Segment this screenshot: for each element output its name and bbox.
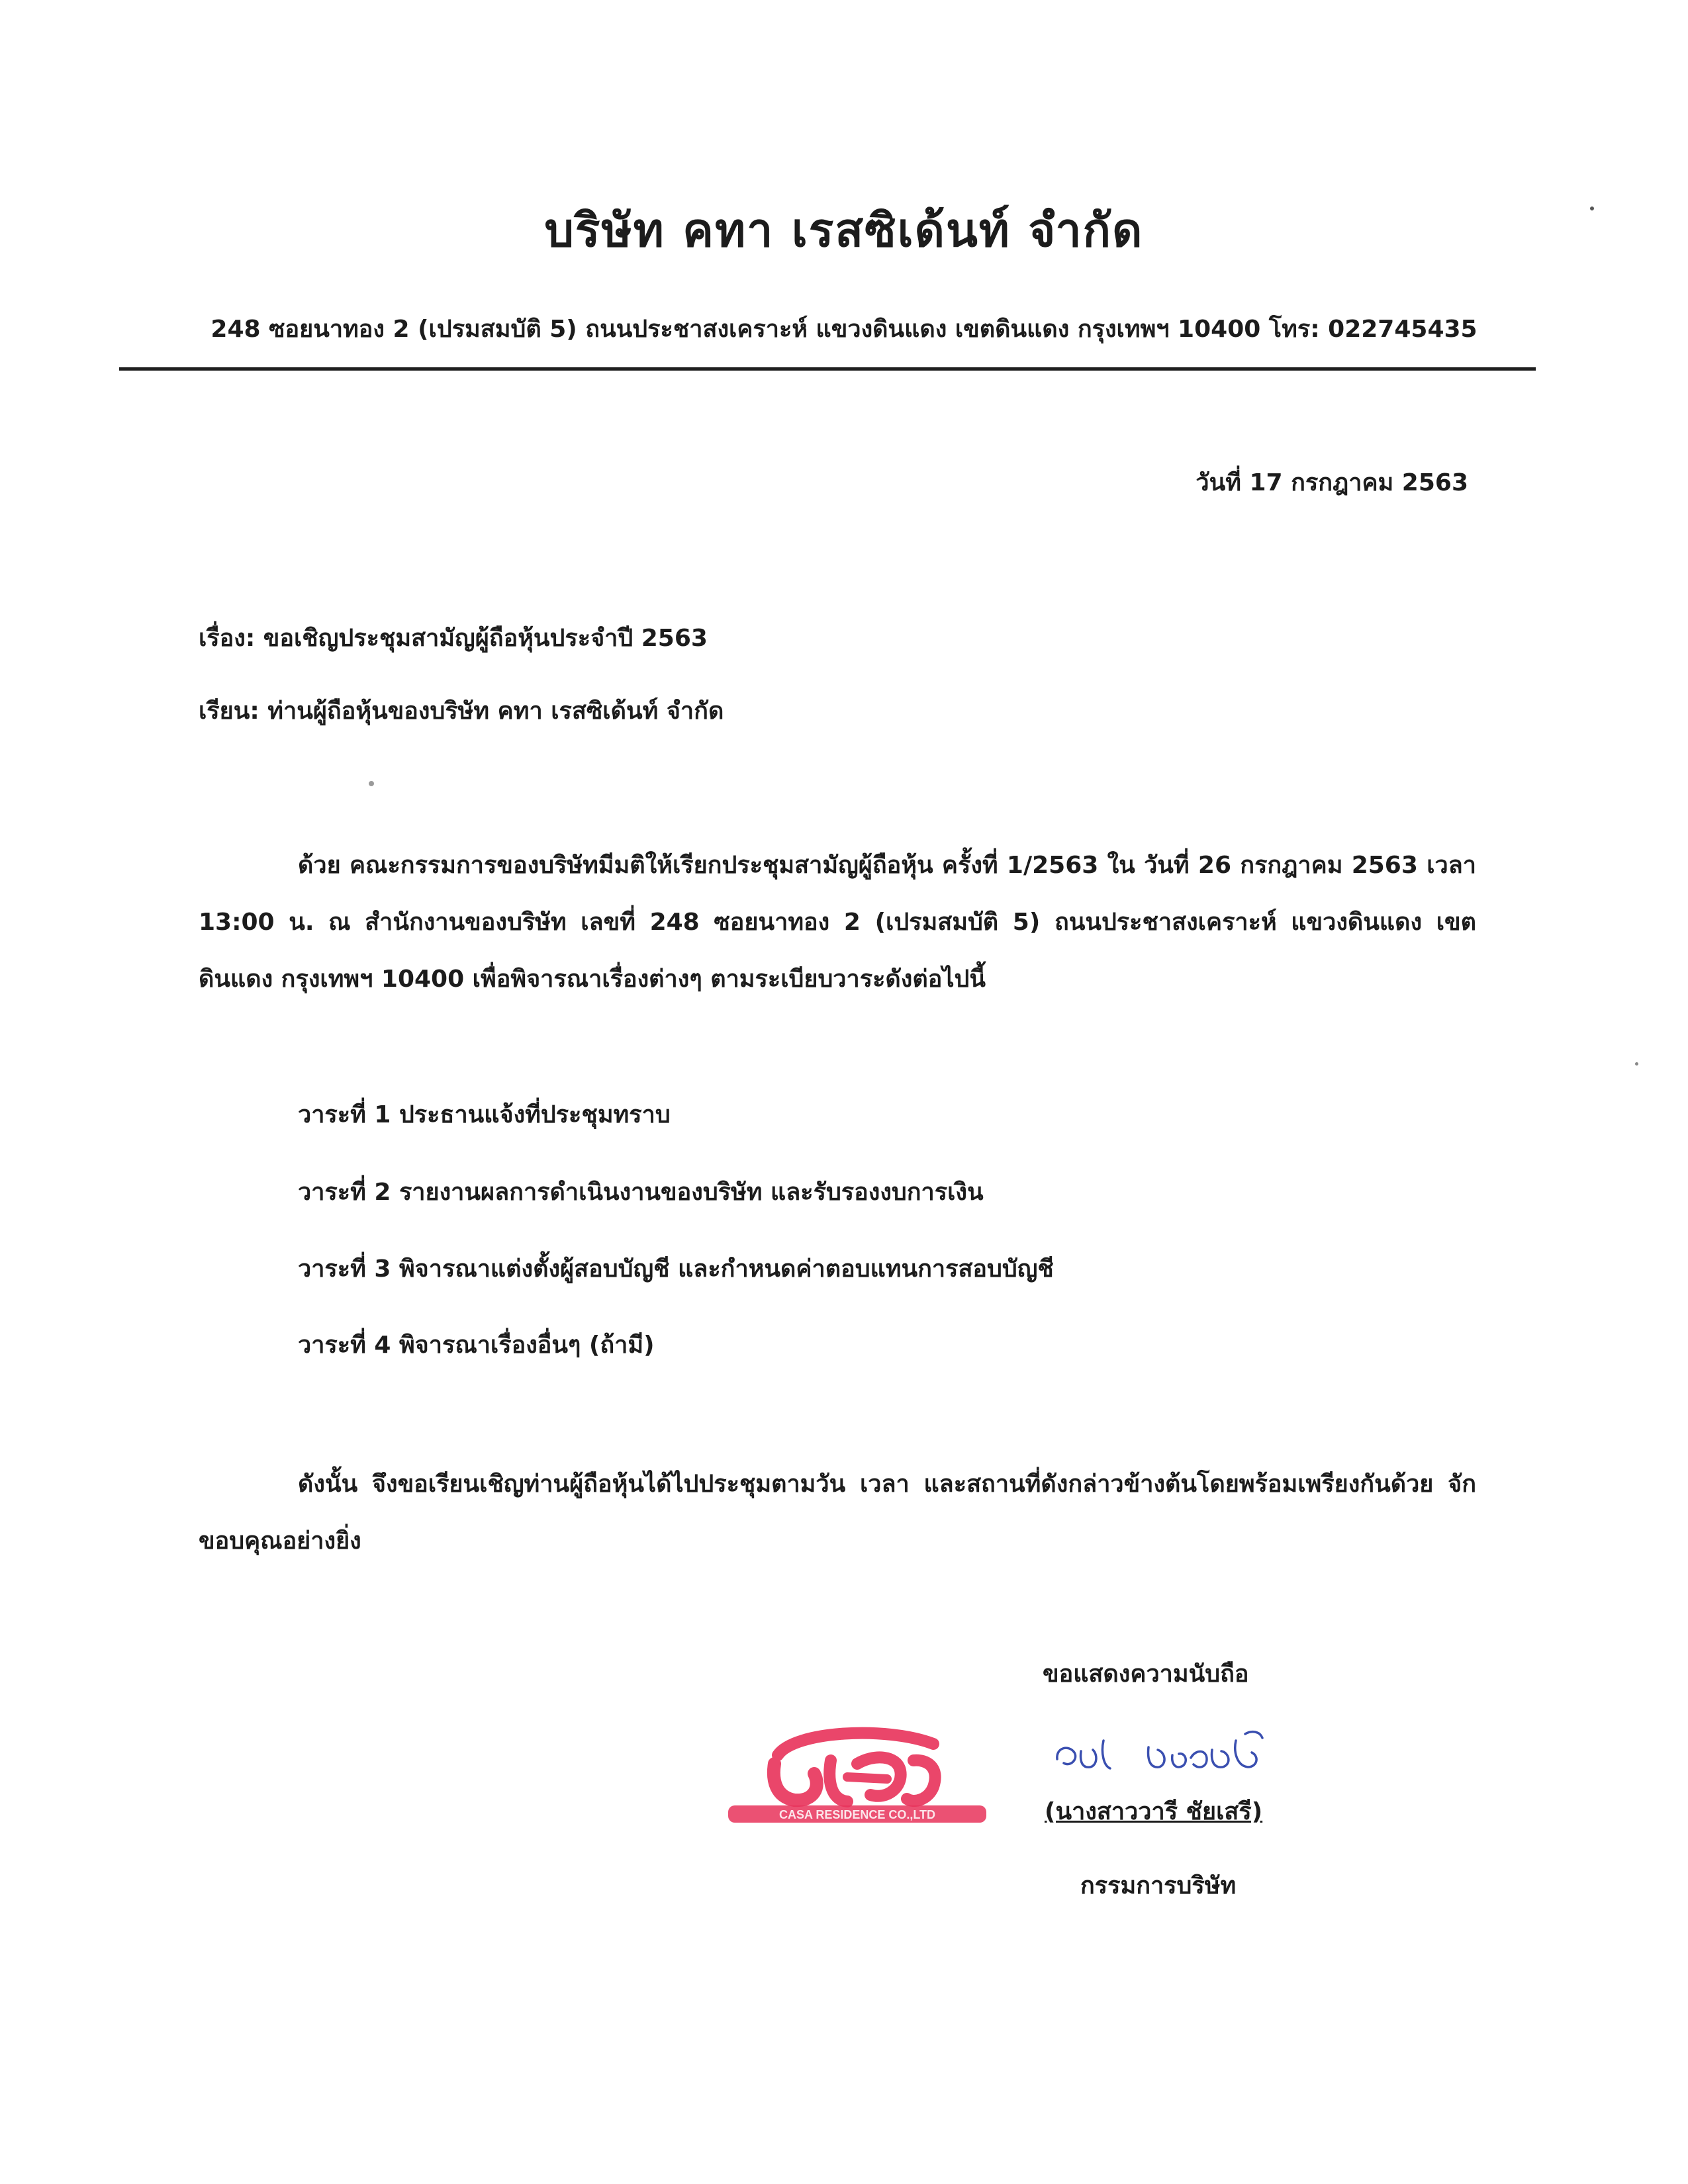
scan-speck <box>369 781 374 786</box>
handwritten-signature <box>1049 1721 1268 1780</box>
scan-speck <box>1635 1062 1638 1066</box>
signer-title: กรรมการบริษัท <box>1080 1872 1237 1899</box>
letter-date: วันที่ 17 กรกฎาคม 2563 <box>1196 469 1468 496</box>
subject-line: เรื่อง: ขอเชิญประชุมสามัญผู้ถือหุ้นประจำปี 2563 <box>199 625 708 652</box>
stamp-text: CASA RESIDENCE CO.,LTD <box>778 1808 936 1821</box>
agenda-item: วาระที่ 2 รายงานผลการดำเนินงานของบริษัท และรับรองงบการเงิน <box>298 1179 984 1206</box>
conclusion-paragraph: ดังนั้น จึงขอเรียนเชิญท่านผู้ถือหุ้นได้ไปประชุมตามวัน เวลา และสถานที่ดังกล่าวข้างต้นโดยพร้อมเพรียงกันด้วย จักขอบคุณอย่างยิ่ง <box>199 1471 1476 1555</box>
signer-name: (นางสาววารี ชัยเสรี) <box>1045 1798 1263 1825</box>
company-name: บริษัท คทา เรสซิเด้นท์ จำกัด <box>544 203 1144 257</box>
agenda-item: วาระที่ 1 ประธานแจ้งที่ประชุมทราบ <box>298 1101 671 1128</box>
company-address: 248 ซอยนาทอง 2 (เปรมสมบัติ 5) ถนนประชาสงเคราะห์ แขวงดินแดง เขตดินแดง กรุงเทพฯ 10400 โทร: 022745435 <box>211 316 1477 343</box>
closing-phrase: ขอแสดงความนับถือ <box>1043 1661 1249 1688</box>
recipient-line: เรียน: ท่านผู้ถือหุ้นของบริษัท คทา เรสซิเด้นท์ จำกัด <box>199 698 724 725</box>
header-divider <box>119 367 1536 371</box>
scan-speck <box>1590 206 1594 210</box>
agenda-item: วาระที่ 3 พิจารณาแต่งตั้งผู้สอบบัญชี และกำหนดค่าตอบแทนการสอบบัญชี <box>298 1255 1054 1283</box>
agenda-item: วาระที่ 4 พิจารณาเรื่องอื่นๆ (ถ้ามี) <box>298 1332 655 1359</box>
intro-paragraph: ด้วย คณะกรรมการของบริษัทมีมติให้เรียกประชุมสามัญผู้ถือหุ้น ครั้งที่ 1/2563 ใน วันที่ 26 กรกฎาคม 2563 เวลา 13:00 น. ณ สำนักงานของบริษัท เลขที่ 248 ซอยนาทอง 2 (เปรมสมบัติ 5) ถนนประชาสงเคราะห์ แขวงดินแดง เขตดินแดง กรุงเทพฯ 10400 เพื่อพิจารณาเรื่องต่างๆ ตามระเบียบวาระดังต่อไปนี้ <box>199 852 1476 993</box>
company-stamp <box>715 1707 993 1833</box>
